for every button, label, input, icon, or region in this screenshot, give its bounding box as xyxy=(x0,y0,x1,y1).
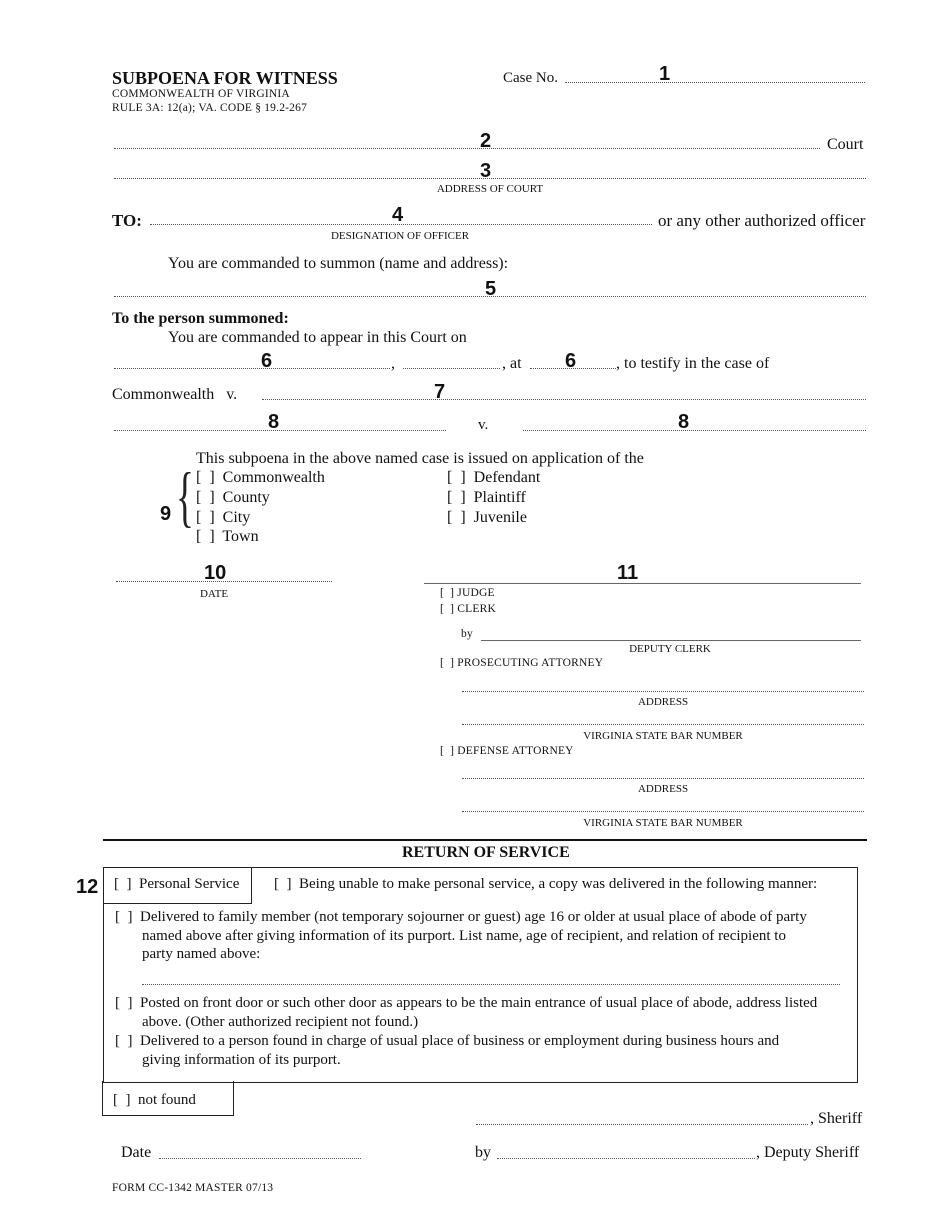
checkbox-judge[interactable]: [ ] JUDGE xyxy=(440,587,495,599)
address-of-court-caption: ADDRESS OF COURT xyxy=(436,183,544,195)
marker-9: 9 xyxy=(160,503,172,525)
option-commonwealth[interactable]: [ ] Commonwealth xyxy=(196,469,325,486)
case-no-field[interactable] xyxy=(565,82,865,83)
marker-6b: 6 xyxy=(565,350,577,372)
return-date-label: Date xyxy=(121,1144,152,1161)
form-subtitle-rule: RULE 3A: 12(a); VA. CODE § 19.2-267 xyxy=(112,102,308,114)
marker-10: 10 xyxy=(204,562,227,584)
posted-door-text-2: above. (Other authorized recipient not found.) xyxy=(142,1014,419,1030)
option-plaintiff[interactable]: [ ] Plaintiff xyxy=(447,489,526,506)
marker-1: 1 xyxy=(659,63,671,85)
option-county[interactable]: [ ] County xyxy=(196,489,270,506)
defense-address-field[interactable] xyxy=(462,778,864,779)
defense-bar-number-caption: VIRGINIA STATE BAR NUMBER xyxy=(583,817,743,829)
by-label: by xyxy=(461,628,473,640)
marker-5: 5 xyxy=(485,278,497,300)
to-label: TO: xyxy=(112,211,142,230)
marker-3: 3 xyxy=(480,160,492,182)
deputy-clerk-signature-line[interactable] xyxy=(481,640,861,641)
case-no-label: Case No. xyxy=(503,70,558,86)
checkbox-personal-service[interactable]: [ ] Personal Service xyxy=(114,876,240,892)
defense-address-caption: ADDRESS xyxy=(637,783,689,795)
appearance-year-field[interactable] xyxy=(403,368,500,369)
return-date-field[interactable] xyxy=(159,1158,361,1159)
sheriff-signature-field[interactable] xyxy=(476,1124,808,1125)
marker-8a: 8 xyxy=(268,411,280,433)
appearance-date-field[interactable] xyxy=(114,368,390,369)
commonwealth-v-label: Commonwealth v. xyxy=(112,386,238,403)
option-juvenile[interactable]: [ ] Juvenile xyxy=(447,509,527,526)
other-officer-text: or any other authorized officer xyxy=(658,211,866,230)
return-of-service-heading: RETURN OF SERVICE xyxy=(402,844,570,861)
deputy-sheriff-signature-field[interactable] xyxy=(497,1158,755,1159)
date-caption: DATE xyxy=(199,588,229,600)
checkbox-clerk[interactable]: [ ] CLERK xyxy=(440,603,496,615)
marker-8b: 8 xyxy=(678,411,690,433)
marker-7: 7 xyxy=(434,381,446,403)
checkbox-not-found[interactable]: [ ] not found xyxy=(113,1092,196,1108)
form-subtitle-commonwealth: COMMONWEALTH OF VIRGINIA xyxy=(112,88,290,100)
summon-command-text: You are commanded to summon (name and address): xyxy=(168,255,509,272)
designation-of-officer-caption: DESIGNATION OF OFFICER xyxy=(330,230,470,242)
signature-line[interactable] xyxy=(424,583,861,584)
option-city[interactable]: [ ] City xyxy=(196,509,251,526)
at-text: , at xyxy=(502,355,522,372)
marker-6a: 6 xyxy=(261,350,273,372)
marker-12: 12 xyxy=(76,876,99,898)
checkbox-defense-attorney[interactable]: [ ] DEFENSE ATTORNEY xyxy=(440,745,574,757)
checkbox-prosecuting-attorney[interactable]: [ ] PROSECUTING ATTORNEY xyxy=(440,657,604,669)
checkbox-family-member[interactable]: [ ] Delivered to family member (not temporary sojourner or guest) age 16 or older at usual place of abode of party xyxy=(115,909,807,925)
form-id-footer: FORM CC-1342 MASTER 07/13 xyxy=(112,1182,274,1194)
person-summoned-heading: To the person summoned: xyxy=(112,310,289,327)
testify-text: , to testify in the case of xyxy=(616,355,770,372)
checkbox-posted-door[interactable]: [ ] Posted on front door or such other door as appears to be the main entrance of usual place of abode, address listed xyxy=(115,995,818,1011)
option-town[interactable]: [ ] Town xyxy=(196,528,259,545)
court-name-field[interactable] xyxy=(114,148,820,149)
checkbox-unable-personal-service[interactable]: [ ] Being unable to make personal service, a copy was delivered in the following manner: xyxy=(274,876,818,892)
date-comma: , xyxy=(391,355,395,372)
recipient-info-field[interactable] xyxy=(142,984,840,985)
court-label: Court xyxy=(827,136,864,153)
party-two-field[interactable] xyxy=(523,430,866,431)
marker-11: 11 xyxy=(617,562,639,584)
defense-bar-number-field[interactable] xyxy=(462,811,864,812)
form-title: SUBPOENA FOR WITNESS xyxy=(112,68,338,88)
option-defendant[interactable]: [ ] Defendant xyxy=(447,469,541,486)
case-defendant-field[interactable] xyxy=(262,399,866,400)
prosecutor-address-field[interactable] xyxy=(462,691,864,692)
checkbox-business-delivery[interactable]: [ ] Delivered to a person found in charge of usual place of business or employment during business hours and xyxy=(115,1033,780,1049)
return-divider xyxy=(103,839,867,841)
marker-2: 2 xyxy=(480,130,492,152)
appear-command-text: You are commanded to appear in this Court on xyxy=(168,329,467,346)
options-brace: { xyxy=(176,458,194,534)
party-one-field[interactable] xyxy=(114,430,446,431)
prosecutor-bar-number-field[interactable] xyxy=(462,724,864,725)
deputy-sheriff-label: , Deputy Sheriff xyxy=(756,1144,860,1161)
sheriff-label: , Sheriff xyxy=(810,1110,863,1127)
prosecutor-address-caption: ADDRESS xyxy=(637,696,689,708)
family-member-text-2: named above after giving information of its purport. List name, age of recipient, and relation of recipient to xyxy=(142,928,786,944)
family-member-text-3: party named above: xyxy=(142,946,261,962)
prosecutor-bar-number-caption: VIRGINIA STATE BAR NUMBER xyxy=(583,730,743,742)
application-intro-text: This subpoena in the above named case is issued on application of the xyxy=(196,450,644,467)
deputy-clerk-caption: DEPUTY CLERK xyxy=(629,643,711,655)
business-delivery-text-2: giving information of its purport. xyxy=(142,1052,341,1068)
versus-label: v. xyxy=(478,417,489,433)
deputy-by-label: by xyxy=(475,1144,491,1161)
marker-4: 4 xyxy=(392,204,404,226)
